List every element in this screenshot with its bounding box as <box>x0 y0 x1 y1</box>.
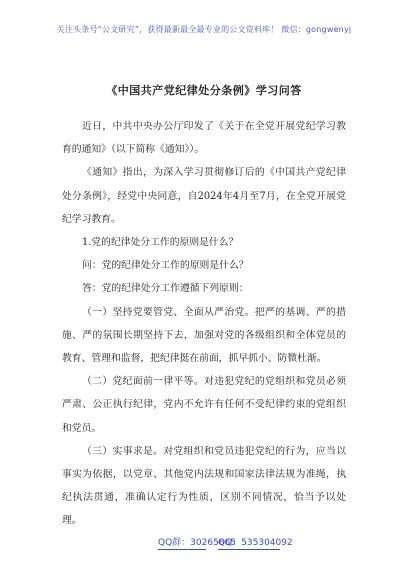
header-promo-text: 关注头条号“公文研究”，获得最新最全最专业的公文资料库！ 微信：gongwenyj <box>56 25 352 34</box>
qq-group-link[interactable]: QQ群：30265665 <box>158 538 236 548</box>
qq-group-underline <box>158 549 206 550</box>
qq-contact-link[interactable]: QQ：535304092 <box>218 538 293 548</box>
principle-2: （二）党纪面前一律平等。对违犯党纪的党组织和党员必须严肃、公正执行纪律，党内不允许有任何不受纪律约束的党组织和党员。 <box>62 376 346 434</box>
paragraph-intro: 近日，中共中央办公厅印发了《关于在全党开展党纪学习教育的通知》（以下简称《通知》）。 <box>62 121 346 156</box>
paragraph-notice: 《通知》指出，为深入学习贯彻修订后的《中国共产党纪律处分条例》，经党中央同意，自2024年4月至7月，在全党开展党纪学习教育。 <box>62 167 346 225</box>
answer-intro: 答：党的纪律处分工作遵循下列原则： <box>82 283 249 295</box>
principle-1: （一）坚持党要管党、全面从严治党。把严的基调、严的措施、严的氛围长期坚持下去，加强对党的各级组织和全体党员的教育、管理和监督，把纪律挺在前面，抓早抓小、防微杜渐。 <box>62 306 346 365</box>
question-text: 问：党的纪律处分工作的原则是什么？ <box>82 260 249 272</box>
document-body <box>62 115 346 533</box>
principle-3: （三）实事求是。对党组织和党员违犯党纪的行为，应当以事实为依据，以党章、其他党内法规和国家法律法规为准绳，执纪执法贯通，准确认定行为性质，区别不同情况，恰当予以处理。 <box>62 445 346 527</box>
question-heading: 1.党的纪律处分工作的原则是什么？ <box>82 237 239 249</box>
qq-contact-underline <box>218 549 280 550</box>
document-title: 《中国共产党纪律处分条例》学习问答 <box>106 84 302 97</box>
